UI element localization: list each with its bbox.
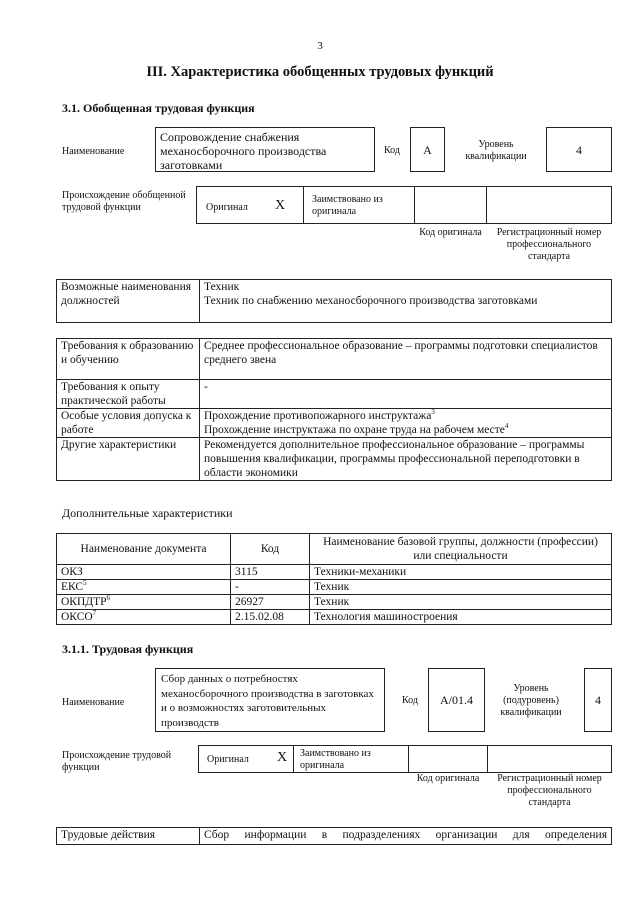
tf-level-label: Уровень (подуровень) квалификации (500, 683, 562, 718)
req-value: Рекомендуется дополнительное профессиональное образование – программы повышения квалификации, программы профессиональной переподготовки в области экономики (200, 438, 612, 481)
labor-actions-table (56, 827, 612, 845)
gtf-original-label: Оригинал (206, 202, 248, 213)
tf-code-value: A/01.4 (428, 668, 485, 732)
requirements-table (56, 338, 612, 481)
tf-code-original-label: Код оригинала (416, 773, 480, 784)
gtf-reg-number-label: Регистрационный номер профессионального стандарта (496, 227, 602, 262)
req-label: Особые условия допуска к работе (57, 409, 200, 438)
tf-heading: 3.1.1. Трудовая функция (62, 642, 194, 656)
footnote-ref: 3 (431, 408, 435, 417)
doc-cell: ОКПДТР$^6$ (57, 595, 231, 610)
table-row (57, 595, 612, 610)
position-item: Техник (204, 281, 240, 293)
name-cell: Технология машиностроения (310, 610, 612, 625)
gtf-name-label: Наименование (62, 146, 125, 157)
gtf-original-cell (196, 186, 304, 224)
name-cell: Техник (310, 595, 612, 610)
footnote-ref: 5 (83, 579, 87, 588)
gtf-name-value: Сопровождение снабжения механосборочного производства заготовками (155, 127, 375, 172)
tf-borrowed-cell: Заимствовано из оригинала (293, 745, 409, 773)
table-row (57, 610, 612, 625)
gtf-level-value: 4 (546, 127, 612, 172)
labor-actions-label: Трудовые действия (57, 828, 200, 845)
gtf-code-original-cell (414, 186, 487, 224)
additional-header: Наименование документа (57, 534, 231, 565)
doc-cell: ОКСО$^7$ (57, 610, 231, 625)
gtf-code-value: A (410, 127, 445, 172)
gtf-level-label: Уровень квалификации (465, 139, 527, 162)
section-title: III. Характеристика обобщенных трудовых функций (146, 64, 494, 80)
table-row (57, 580, 612, 595)
additional-header: Код (231, 534, 310, 565)
tf-code-original-cell (408, 745, 488, 773)
gtf-borrowed-cell: Заимствовано из оригинала (303, 186, 415, 224)
tf-name-value: Сбор данных о потребностях механосборочного производства в заготовках и о возможностях заготовительных производств (155, 668, 385, 732)
doc-cell: ОКЗ (57, 565, 231, 580)
tf-original-mark: X (277, 750, 288, 765)
positions-label: Возможные наименования должностей (57, 280, 200, 323)
labor-actions-value: Сбор информации в подразделениях организации для определения (200, 828, 612, 845)
doc-cell: ЕКС$^5$ (57, 580, 231, 595)
table-row (57, 565, 612, 580)
gtf-heading: 3.1. Обобщенная трудовая функция (62, 101, 255, 115)
additional-table (56, 533, 612, 625)
tf-original-cell (198, 745, 294, 773)
gtf-original-mark: X (275, 198, 286, 213)
req-value: - (200, 380, 612, 409)
tf-level-value: 4 (584, 668, 612, 732)
code-cell: 2.15.02.08 (231, 610, 310, 625)
req-value: Прохождение противопожарного инструктажа$^3$ (204, 408, 435, 422)
code-cell: 26927 (231, 595, 310, 610)
gtf-code-original-label: Код оригинала (419, 227, 482, 238)
req-value: Среднее профессиональное образование – программы подготовки специалистов среднего звена (200, 339, 612, 380)
additional-header: Наименование базовой группы, должности (профессии) или специальности (310, 534, 612, 565)
positions-values (200, 280, 612, 323)
positions-table (56, 279, 612, 323)
tf-origin-label: Происхождение трудовой функции (62, 750, 172, 773)
name-cell: Техники-механики (310, 565, 612, 580)
tf-reg-number-cell (487, 745, 612, 773)
footnote-ref: 4 (504, 422, 509, 431)
req-label: Требования к опыту практической работы (57, 380, 200, 409)
code-cell: 3115 (231, 565, 310, 580)
tf-code-label: Код (402, 695, 418, 706)
tf-original-label: Оригинал (207, 754, 249, 765)
tf-reg-number-label: Регистрационный номер профессионального стандарта (497, 773, 602, 808)
gtf-origin-label: Происхождение обобщенной трудовой функции (62, 190, 186, 213)
gtf-reg-number-cell (486, 186, 612, 224)
req-label: Требования к образованию и обучению (57, 339, 200, 380)
code-cell: - (231, 580, 310, 595)
name-cell: Техник (310, 580, 612, 595)
page-number: 3 (317, 40, 323, 52)
req-value: Прохождение инструктажа по охране труда на рабочем месте$^4$ (204, 422, 509, 436)
req-value-group (200, 409, 612, 438)
tf-name-label: Наименование (62, 697, 125, 708)
position-item: Техник по снабжению механосборочного производства заготовками (204, 295, 538, 307)
additional-title: Дополнительные характеристики (62, 506, 233, 520)
footnote-ref: 6 (106, 594, 111, 603)
gtf-code-label: Код (384, 145, 400, 156)
footnote-ref: 7 (92, 609, 97, 618)
req-label: Другие характеристики (57, 438, 200, 481)
